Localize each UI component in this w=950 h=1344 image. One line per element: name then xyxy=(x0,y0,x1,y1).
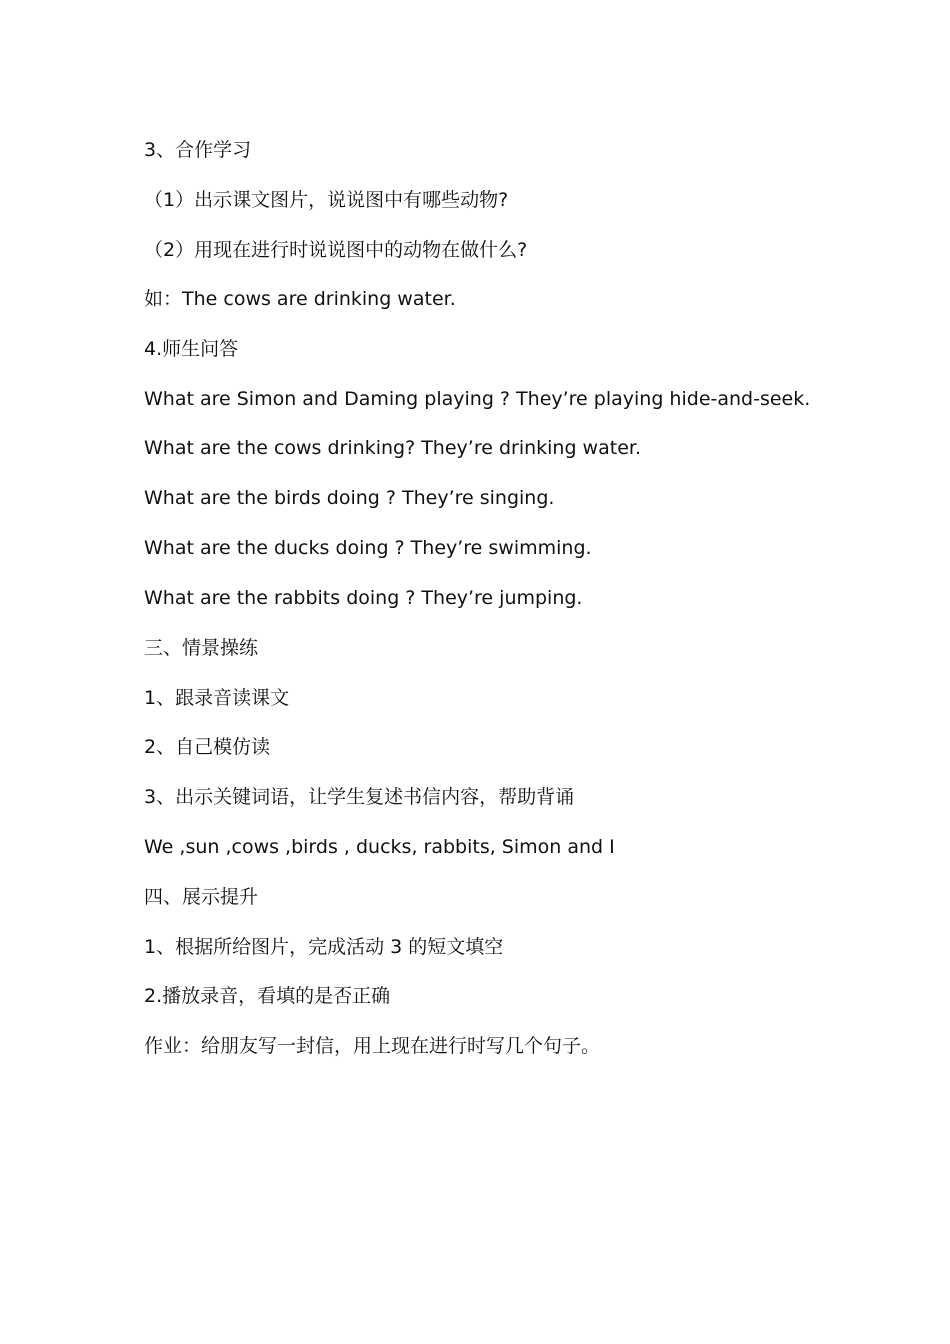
paragraph-line: What are the rabbits doing ? They’re jumping. xyxy=(144,587,583,609)
paragraph-line: What are the birds doing ? They’re singing. xyxy=(144,487,555,509)
paragraph-line: What are the cows drinking? They’re drinking water. xyxy=(144,437,641,459)
section-heading: 三、情景操练 xyxy=(144,637,259,659)
paragraph-line: 2.播放录音，看填的是否正确 xyxy=(144,985,391,1007)
paragraph-line: 3、出示关键词语，让学生复述书信内容，帮助背诵 xyxy=(144,786,575,808)
section-heading: 4.师生问答 xyxy=(144,338,239,360)
section-heading: 四、展示提升 xyxy=(144,886,259,908)
paragraph-line: 1、根据所给图片，完成活动 3 的短文填空 xyxy=(144,936,504,958)
paragraph-line: （2）用现在进行时说说图中的动物在做什么? xyxy=(144,239,528,261)
paragraph-line: 2、自己模仿读 xyxy=(144,736,271,758)
paragraph-line: What are Simon and Daming playing ? They’re playing hide-and-seek. xyxy=(144,388,811,410)
paragraph-line: 1、跟录音读课文 xyxy=(144,687,290,709)
homework-line: 作业：给朋友写一封信，用上现在进行时写几个句子。 xyxy=(144,1035,601,1057)
paragraph-line: What are the ducks doing ? They’re swimming. xyxy=(144,537,592,559)
paragraph-line: We ,sun ,cows ,birds , ducks, rabbits, Simon and I xyxy=(144,836,615,858)
section-heading: 3、合作学习 xyxy=(144,139,252,161)
paragraph-line: 如：The cows are drinking water. xyxy=(144,288,456,310)
paragraph-line: （1）出示课文图片，说说图中有哪些动物? xyxy=(144,189,509,211)
